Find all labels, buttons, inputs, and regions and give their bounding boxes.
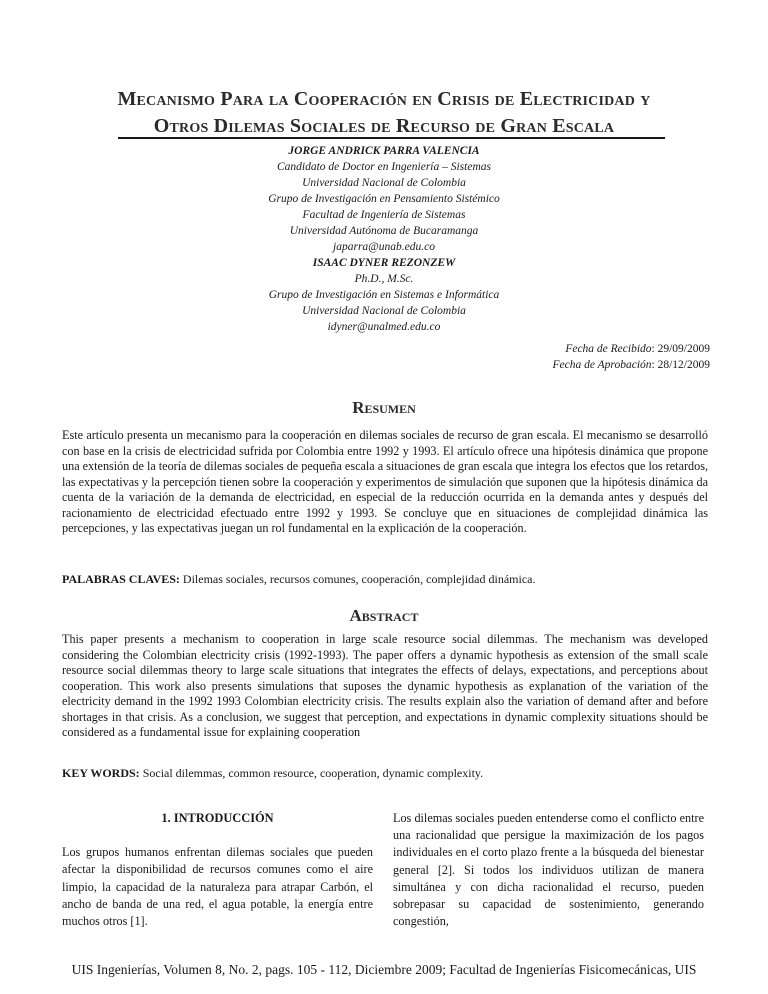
section-heading-introduccion: 1. INTRODUCCIÓN: [161, 811, 274, 825]
keywords-label: PALABRAS CLAVES:: [62, 572, 180, 586]
author-block-1: [184, 143, 584, 255]
abstract-heading: Abstract: [349, 606, 419, 625]
author-block-2: [184, 255, 584, 335]
author-affiliation-line: Candidato de Doctor en Ingeniería – Sistemas: [276, 161, 491, 173]
left-column: [62, 810, 373, 930]
body-paragraph: Los grupos humanos enfrentan dilemas sociales que pueden afectar la disponibilidad de recursos comunes como el aire limpio, la capacidad de la naturaleza para atrapar Carbón, el ancho de banda de una red, el agua potable, la energía entre muchos otros [1].: [62, 845, 373, 929]
title-divider: [118, 137, 665, 139]
resumen-heading: Resumen: [352, 398, 416, 417]
received-date: Fecha de Recibido: 29/09/2009: [565, 343, 710, 355]
author-email: idyner@unalmed.edu.co: [327, 321, 441, 333]
author-affiliation-line: Grupo de Investigación en Sistemas e Informática: [268, 289, 500, 301]
right-column: [393, 810, 704, 930]
author-affiliation-line: Facultad de Ingeniería de Sistemas: [302, 209, 466, 221]
approved-date: Fecha de Aprobación: 28/12/2009: [552, 359, 710, 371]
title-line-2: Otros Dilemas Sociales de Recurso de Gran Escala: [153, 115, 615, 137]
keywords-list: Dilemas sociales, recursos comunes, cooperación, complejidad dinámica.: [179, 572, 536, 586]
abstract-keywords: [62, 766, 708, 781]
author-email: japarra@unab.edu.co: [333, 241, 435, 253]
keywords-list: Social dilemmas, common resource, cooperation, dynamic complexity.: [139, 766, 484, 780]
journal-footer: UIS Ingenierías, Volumen 8, No. 2, pags. 105 - 112, Diciembre 2009; Facultad de Ingenierías Fisicomecánicas, UIS: [71, 962, 697, 977]
title-line-1: Mecanismo Para la Cooperación en Crisis de Electricidad y: [117, 88, 651, 110]
author-name: ISAAC DYNER REZONZEW: [312, 257, 456, 269]
author-affiliation-line: Universidad Nacional de Colombia: [302, 177, 466, 189]
author-affiliation-line: Universidad Nacional de Colombia: [302, 305, 466, 317]
keywords-label: KEY WORDS:: [62, 766, 140, 780]
paper-title: [70, 86, 698, 140]
author-affiliation-line: Ph.D., M.Sc.: [354, 273, 414, 285]
resumen-text: Este artículo presenta un mecanismo para la cooperación en dilemas sociales de recurso de gran escala. El mecanismo se desarrolló con base en la crisis de electricidad sufrida por Colombia entre 1992 y 1993. El artículo ofrece una hipótesis dinámica que propone una extensión de la teoría de dilemas sociales de pequeña escala a situaciones de gran escala que integra los efectos que los retardos, las expectativas y la percepción tienen sobre la cooperación y experimentos de simulación que suponen que la hipótesis dinámica da cuenta de la variación de la demanda de electricidad, en especial de la reducción ocurrida en la demanda antes y después del racionamiento de electricidad efectuado entre 1992 y 1993. Se concluye que en situaciones de complejidad dinámica las percepciones, y las expectativas juegan un rol fundamental en la explicación de la cooperación.: [62, 428, 709, 535]
author-name: JORGE ANDRICK PARRA VALENCIA: [288, 145, 480, 157]
author-affiliation-line: Grupo de Investigación en Pensamiento Sistémico: [268, 193, 500, 205]
resumen-keywords: [62, 572, 708, 587]
submission-dates: [553, 341, 710, 373]
abstract-text: This paper presents a mechanism to cooperation in large scale resource social dilemmas. The mechanism was developed considering the Colombian electricity crisis (1992-1993). The paper offers a dynamic hypothesis as extension of the small scale resource social dilemmas theory to large scale situations that integrates the effects of delays, expectations, and perceptions about cooperation. This work also presents simulations that suposes the dynamic hypothesis as explanation of the variation of the electricity demand in the 1992 1993 Colombian electricity crisis. The results explain also the variation of demand after and before shortages in that crisis. As a conclusion, we suggest that perception, and expectations in dynamic complexity situations should be considered as a fundamental issue for explaining cooperation: [62, 632, 708, 739]
body-paragraph: Los dilemas sociales pueden entenderse como el conflicto entre una racionalidad que persigue la maximización de los pagos individuales en el corto plazo frente a la búsqueda del bienestar general [2]. Si todos los individuos utilizan de manera simultánea y con dicha racionalidad el recurso, pueden sobrepasar su capacidad de sostenimiento, generando congestión,: [393, 811, 704, 929]
author-affiliation-line: Universidad Autónoma de Bucaramanga: [289, 225, 479, 237]
